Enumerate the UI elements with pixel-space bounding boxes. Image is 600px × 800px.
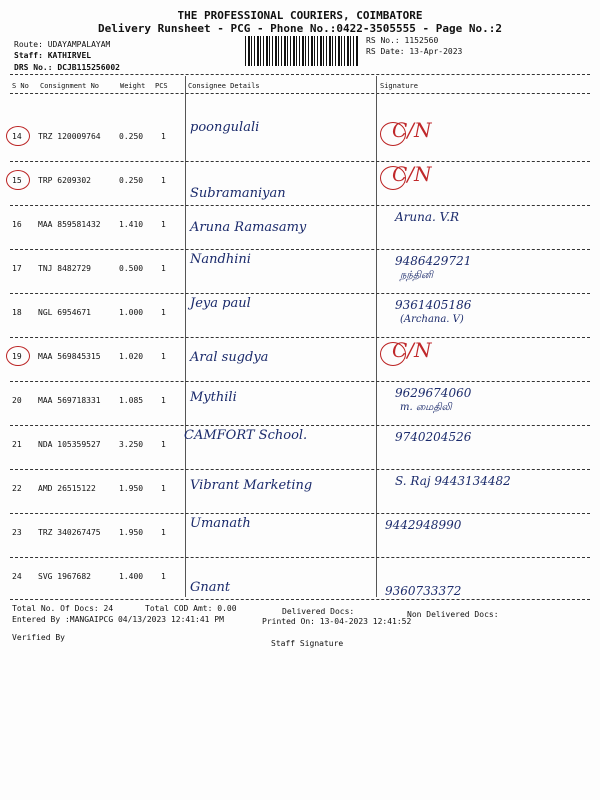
row-sno: 18 [12, 308, 22, 317]
row-divider [10, 161, 590, 162]
barcode [245, 36, 358, 66]
col-pcs: PCS [155, 82, 168, 90]
row-consignee-handwritten: Aral sugdya [190, 350, 269, 365]
stamp-circle-icon [380, 122, 406, 146]
row-signature-handwritten: Aruna. V.R [395, 210, 460, 224]
row-pcs: 1 [161, 572, 166, 581]
rs-no-line [366, 36, 438, 45]
row-weight: 1.085 [119, 396, 144, 405]
colhead-divider [10, 93, 590, 94]
row-consignment-no: MAA 569845315 [38, 352, 101, 361]
row-pcs: 1 [161, 440, 166, 449]
row-consignment-no: TNJ 8482729 [38, 264, 91, 273]
col-sno: S No [12, 82, 29, 90]
row-consignee-handwritten: Umanath [190, 516, 251, 531]
row-weight: 1.950 [119, 484, 144, 493]
row-divider [10, 337, 590, 338]
row-divider [10, 293, 590, 294]
row-sno: 16 [12, 220, 22, 229]
row-consignment-no: MAA 859581432 [38, 220, 101, 229]
rs-date-value: 13-Apr-2023 [409, 47, 463, 56]
route-value: UDAYAMPALAYAM [47, 40, 111, 49]
row-consignee-handwritten: Mythili [190, 390, 237, 405]
row-signature-note: (Archana. V) [400, 314, 464, 325]
drs-value: DCJB115256002 [57, 63, 120, 72]
row-signature-cn-stamp: C/N [392, 118, 432, 142]
row-consignment-no: NDA 105359527 [38, 440, 101, 449]
row-divider [10, 557, 590, 558]
row-divider [10, 469, 590, 470]
row-sno: 21 [12, 440, 22, 449]
rs-date-line [366, 47, 462, 56]
row-weight: 0.250 [119, 132, 144, 141]
row-sno: 14 [12, 132, 22, 141]
row-sno: 24 [12, 572, 22, 581]
row-divider [10, 425, 590, 426]
verified-by: Verified By [12, 633, 65, 642]
rs-no-label: RS No.: [366, 36, 400, 45]
row-consignment-no: NGL 6954671 [38, 308, 91, 317]
row-pcs: 1 [161, 308, 166, 317]
row-weight: 1.000 [119, 308, 144, 317]
col-signature: Signature [380, 82, 418, 90]
row-sno: 15 [12, 176, 22, 185]
row-divider [10, 249, 590, 250]
row-pcs: 1 [161, 396, 166, 405]
row-sno: 19 [12, 352, 22, 361]
rs-no-value: 1152560 [404, 36, 439, 45]
row-pcs: 1 [161, 528, 166, 537]
row-signature-handwritten: 9442948990 [385, 518, 462, 532]
row-weight: 0.500 [119, 264, 144, 273]
route-line [14, 40, 110, 49]
route-label: Route: [14, 40, 43, 49]
stamp-circle-icon [380, 342, 406, 366]
row-signature-note: m. மைதிலி [400, 402, 452, 413]
row-sno: 23 [12, 528, 22, 537]
rs-date-label: RS Date: [366, 47, 405, 56]
runsheet-subtitle: Delivery Runsheet - PCG - Phone No.:0422-3505555 - Page No.:2 [98, 22, 502, 35]
row-consignment-no: TRZ 120009764 [38, 132, 101, 141]
row-signature-handwritten: S. Raj 9443134482 [395, 474, 511, 488]
row-signature-handwritten: 9486429721 [395, 254, 472, 268]
sno-circle-icon [6, 346, 30, 366]
row-sno: 20 [12, 396, 22, 405]
staff-signature: Staff Signature [271, 639, 344, 648]
row-consignment-no: TRP 6209302 [38, 176, 91, 185]
row-weight: 3.250 [119, 440, 144, 449]
row-signature-handwritten: 9740204526 [395, 430, 472, 444]
row-consignee-handwritten: Gnant [190, 580, 231, 595]
company-title: THE PROFESSIONAL COURIERS, COIMBATORE [177, 9, 423, 22]
row-weight: 1.950 [119, 528, 144, 537]
staff-line [14, 51, 91, 60]
row-consignment-no: TRZ 340267475 [38, 528, 101, 537]
staff-value: KATHIRVEL [47, 51, 92, 60]
row-weight: 0.250 [119, 176, 144, 185]
row-sno: 22 [12, 484, 22, 493]
col-consignment: Consignment No [40, 82, 100, 90]
row-signature-cn-stamp: C/N [392, 162, 432, 186]
header-divider [10, 74, 590, 75]
drs-line [14, 63, 120, 72]
col-weight: Weight [120, 82, 146, 90]
stamp-circle-icon [380, 166, 406, 190]
row-pcs: 1 [161, 264, 166, 273]
row-signature-cn-stamp: C/N [392, 338, 432, 362]
row-weight: 1.020 [119, 352, 144, 361]
sno-circle-icon [6, 170, 30, 190]
row-pcs: 1 [161, 220, 166, 229]
row-consignment-no: SVG 1967682 [38, 572, 91, 581]
row-pcs: 1 [161, 352, 166, 361]
row-pcs: 1 [161, 176, 166, 185]
row-pcs: 1 [161, 484, 166, 493]
row-divider [10, 513, 590, 514]
row-consignee-handwritten: CAMFORT School. [184, 428, 308, 443]
row-consignee-handwritten: poongulali [190, 120, 260, 135]
row-signature-handwritten: 9629674060 [395, 386, 472, 400]
row-signature-handwritten: 9361405186 [395, 298, 472, 312]
row-signature-handwritten: 9360733372 [385, 584, 462, 598]
drs-label: DRS No.: [14, 63, 53, 72]
total-docs: Total No. Of Docs: 24 [12, 604, 114, 613]
printed-on: Printed On: 13-04-2023 12:41:52 [262, 617, 412, 626]
row-sno: 17 [12, 264, 22, 273]
row-consignee-handwritten: Jeya paul [190, 296, 251, 311]
row-weight: 1.400 [119, 572, 144, 581]
total-cod: Total COD Amt: 0.00 [145, 604, 237, 613]
row-pcs: 1 [161, 132, 166, 141]
row-consignment-no: MAA 569718331 [38, 396, 101, 405]
delivered-docs: Delivered Docs: [282, 607, 355, 616]
row-consignment-no: AMD 26515122 [38, 484, 96, 493]
row-consignee-handwritten: Nandhini [190, 252, 251, 267]
entered-by: Entered By :MANGAIPCG 04/13/2023 12:41:41 PM [12, 615, 224, 624]
staff-label: Staff: [14, 51, 43, 60]
row-weight: 1.410 [119, 220, 144, 229]
footer-divider [10, 599, 590, 600]
row-consignee-handwritten: Vibrant Marketing [190, 478, 313, 493]
row-signature-note: நந்தினி [400, 270, 433, 281]
col-consignee: Consignee Details [188, 82, 260, 90]
row-consignee-handwritten: Subramaniyan [190, 186, 286, 201]
row-divider [10, 205, 590, 206]
row-consignee-handwritten: Aruna Ramasamy [190, 220, 307, 235]
sno-circle-icon [6, 126, 30, 146]
non-delivered-docs: Non Delivered Docs: [407, 610, 499, 619]
row-divider [10, 381, 590, 382]
